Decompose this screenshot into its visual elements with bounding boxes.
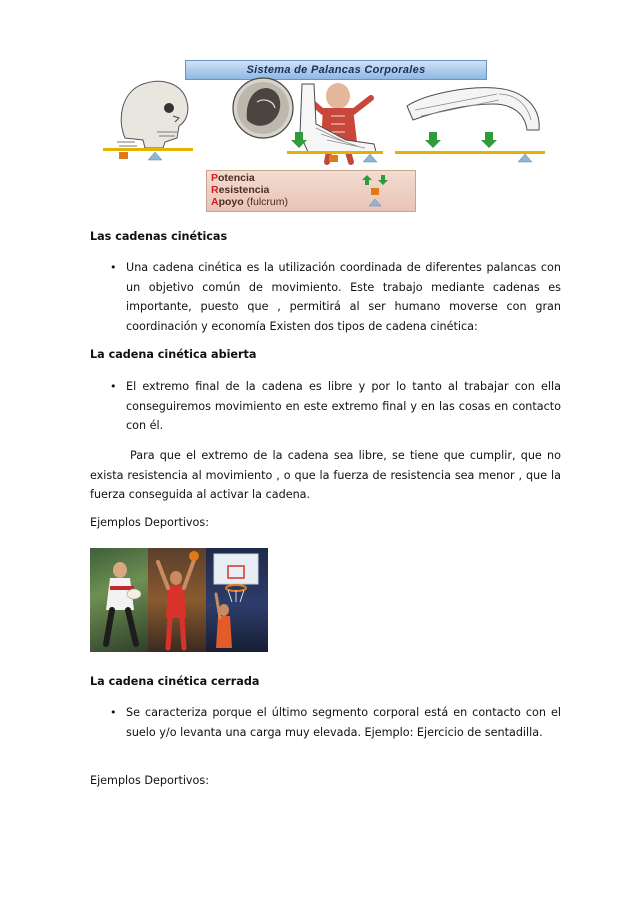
potency-arrow-3	[425, 132, 441, 148]
abierta-paragraph: Para que el extremo de la cadena sea libre, se tiene que cumplir, que no exista resistencia al movimiento , o que la fuerza de resistencia sea menor , que la fuerza conseguida al activar la cadena.	[90, 449, 561, 501]
resistance-marker-1	[119, 152, 128, 159]
heading-cadenas-cineticas: Las cadenas cinéticas	[90, 230, 228, 243]
resistance-marker-2	[329, 155, 338, 162]
lever-illustrations	[95, 50, 555, 170]
basketball-hoop-photo	[206, 548, 268, 652]
heading-cadena-abierta: La cadena cinética abierta	[90, 348, 257, 361]
medallion-portrait	[233, 78, 293, 138]
cerrada-bullet-text: Se caracteriza porque el último segmento corporal está en contacto con el suelo y/o levanta una carga muy elevada. Ejemplo: Ejercicio de sentadilla.	[126, 706, 561, 739]
arm-illustration	[407, 88, 539, 130]
figure-title: Sistema de Palancas Corporales	[185, 60, 487, 80]
legend-symbols	[357, 173, 407, 209]
fulcrum-marker-3	[518, 154, 532, 162]
sports-examples-photos	[90, 548, 268, 652]
rugby-photo	[90, 548, 148, 652]
heading-cadena-cerrada: La cadena cinética cerrada	[90, 675, 260, 688]
lever-bar-3	[395, 151, 545, 154]
potency-down-arrow-icon	[378, 175, 388, 185]
cadenas-bullet-text: Una cadena cinética es la utilización coordinada de diferentes palancas con un objetivo común de movimiento. Este trabajo mediante cadenas es importante, puesto que , permitirá al ser humano moverse con gran coordinación y economía Existen dos tipos de cadena cinética:	[126, 261, 561, 333]
figure-legend	[206, 170, 416, 212]
potency-arrow-3b	[481, 132, 497, 148]
resistance-square-icon	[371, 188, 379, 195]
legend-potencia: Potencia	[211, 172, 255, 184]
skull-illustration	[117, 81, 188, 148]
bullet-icon: •	[110, 380, 117, 393]
fulcrum-triangle-icon	[369, 199, 381, 206]
fulcrum-marker-2	[363, 154, 377, 162]
legend-resistencia: Resistencia	[211, 184, 270, 196]
potency-up-arrow-icon	[362, 175, 372, 185]
lever-bar-2	[287, 151, 383, 154]
fulcrum-marker-1	[148, 152, 162, 160]
bullet-icon: •	[110, 706, 117, 719]
bullet-icon: •	[110, 261, 117, 274]
lever-system-figure	[95, 50, 555, 215]
ejemplos-deportivos-label-2: Ejemplos Deportivos:	[90, 774, 209, 787]
ejemplos-deportivos-label-1: Ejemplos Deportivos:	[90, 516, 209, 529]
abierta-bullet-text: El extremo final de la cadena es libre y por lo tanto al trabajar con ella conseguiremos movimiento en este extremo final y en las cosas en contacto con él.	[126, 380, 561, 432]
lever-bar-1	[103, 148, 193, 151]
legend-apoyo: Apoyo (fulcrum)	[211, 196, 289, 208]
basketball-jump-photo	[148, 548, 206, 652]
